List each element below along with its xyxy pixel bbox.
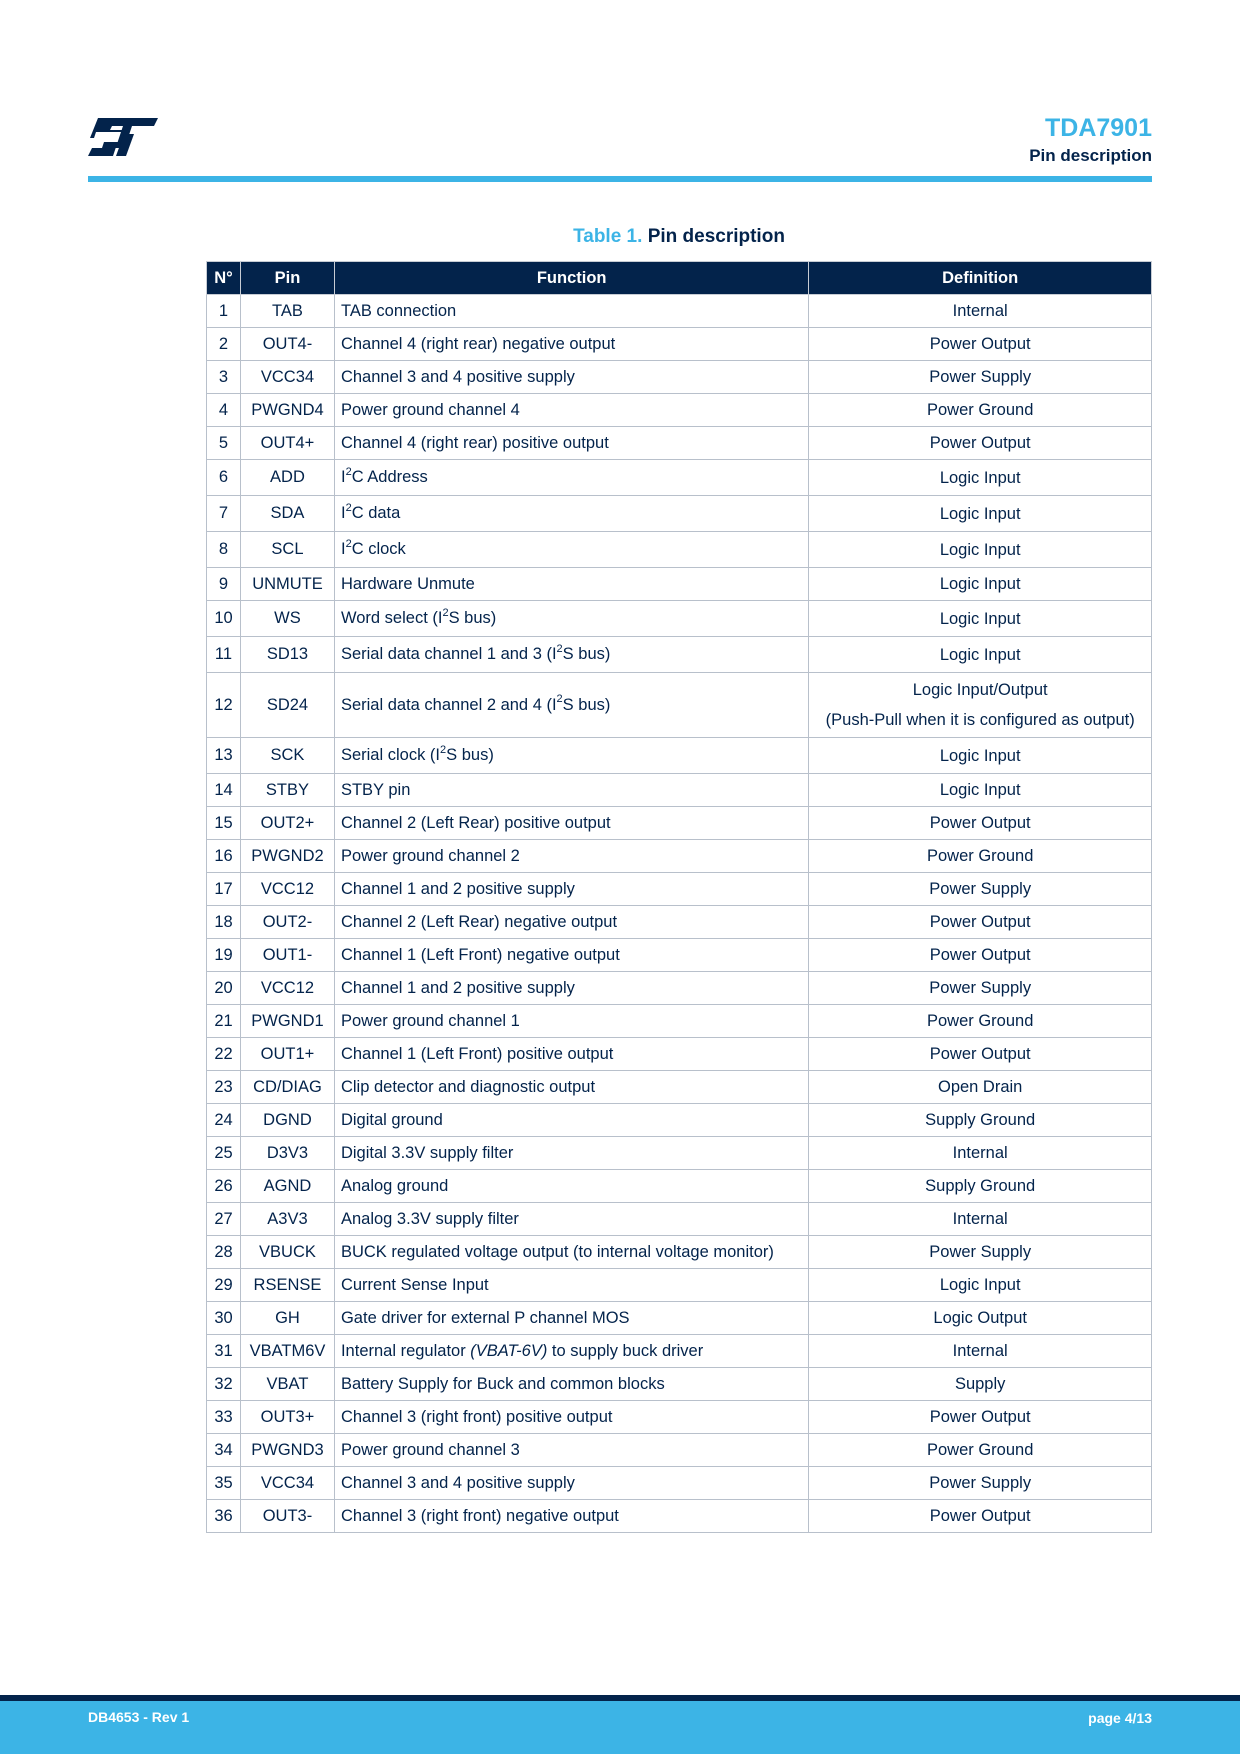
- function-superscript: 2: [556, 642, 563, 655]
- pin-definition: Logic Output: [809, 1302, 1152, 1335]
- row-number: 3: [207, 361, 241, 394]
- document-title: TDA7901: [1045, 114, 1152, 142]
- row-number: 23: [207, 1071, 241, 1104]
- row-number: 18: [207, 906, 241, 939]
- table-row: [207, 1203, 1152, 1236]
- row-number: 31: [207, 1335, 241, 1368]
- table-row: [207, 532, 1152, 568]
- row-number: 27: [207, 1203, 241, 1236]
- table-row: [207, 673, 1152, 738]
- pin-name: VBAT: [240, 1368, 334, 1401]
- table-row: [207, 1170, 1152, 1203]
- table-row: [207, 939, 1152, 972]
- pin-definition: Open Drain: [809, 1071, 1152, 1104]
- row-number: 36: [207, 1500, 241, 1533]
- pin-definition: Power Supply: [809, 972, 1152, 1005]
- table-row: [207, 1434, 1152, 1467]
- function-text: S bus): [448, 609, 497, 627]
- pin-definition: Power Ground: [809, 1005, 1152, 1038]
- pin-function: [334, 1335, 808, 1368]
- row-number: 29: [207, 1269, 241, 1302]
- pin-definition: Logic Input: [809, 532, 1152, 568]
- function-text: S bus): [446, 746, 494, 764]
- pin-name: UNMUTE: [240, 568, 334, 601]
- function-text: to supply buck driver: [547, 1341, 704, 1360]
- pin-definition: Logic Input: [809, 496, 1152, 532]
- table-row: [207, 637, 1152, 673]
- row-number: 33: [207, 1401, 241, 1434]
- table-body: [207, 295, 1152, 1533]
- table-row: [207, 1302, 1152, 1335]
- row-number: 32: [207, 1368, 241, 1401]
- table-caption: [206, 226, 1152, 248]
- function-text: I: [340, 468, 346, 486]
- table-row: [207, 807, 1152, 840]
- pin-name: SDA: [240, 496, 334, 532]
- header-function: Function: [334, 262, 808, 295]
- pin-function: Channel 3 and 4 positive supply: [334, 361, 808, 394]
- table-row: [207, 1500, 1152, 1533]
- pin-function: Digital 3.3V supply filter: [334, 1137, 808, 1170]
- pin-function: [334, 601, 808, 637]
- st-logo: [88, 118, 158, 158]
- pin-name: TAB: [240, 295, 334, 328]
- row-number: 35: [207, 1467, 241, 1500]
- table-row: [207, 1335, 1152, 1368]
- pin-definition: Power Output: [809, 939, 1152, 972]
- definition-line: Logic Input/Output: [912, 681, 1048, 699]
- table-row: [207, 738, 1152, 774]
- pin-name: D3V3: [240, 1137, 334, 1170]
- table-row: [207, 460, 1152, 496]
- row-number: 20: [207, 972, 241, 1005]
- table-row: [207, 774, 1152, 807]
- pin-function: Channel 3 (right front) negative output: [334, 1500, 808, 1533]
- pin-name: WS: [240, 601, 334, 637]
- pin-name: STBY: [240, 774, 334, 807]
- function-text: C Address: [351, 468, 428, 486]
- table-row: [207, 394, 1152, 427]
- row-number: 8: [207, 532, 241, 568]
- pin-function: Power ground channel 2: [334, 840, 808, 873]
- pin-name: OUT4+: [240, 427, 334, 460]
- pin-definition: Power Supply: [809, 1467, 1152, 1500]
- pin-function: Channel 4 (right rear) negative output: [334, 328, 808, 361]
- pin-function: Power ground channel 4: [334, 394, 808, 427]
- pin-definition: Logic Input: [809, 637, 1152, 673]
- row-number: 10: [207, 601, 241, 637]
- row-number: 30: [207, 1302, 241, 1335]
- section-subtitle: Pin description: [1029, 146, 1152, 165]
- pin-name: VCC12: [240, 873, 334, 906]
- row-number: 2: [207, 328, 241, 361]
- pin-definition: Power Supply: [809, 361, 1152, 394]
- table-row: [207, 906, 1152, 939]
- pin-name: OUT4-: [240, 328, 334, 361]
- table-caption-title: Pin description: [647, 226, 785, 247]
- pin-name: DGND: [240, 1104, 334, 1137]
- function-text: Serial data channel 2 and 4 (I: [340, 695, 557, 714]
- pin-name: VCC12: [240, 972, 334, 1005]
- row-number: 9: [207, 568, 241, 601]
- table-row: [207, 427, 1152, 460]
- pin-name: VBUCK: [240, 1236, 334, 1269]
- function-superscript: 2: [345, 501, 352, 514]
- pin-name: SCL: [240, 532, 334, 568]
- pin-function: TAB connection: [334, 295, 808, 328]
- row-number: 14: [207, 774, 241, 807]
- pin-name: OUT2-: [240, 906, 334, 939]
- pin-name: VBATM6V: [240, 1335, 334, 1368]
- table-row: [207, 1137, 1152, 1170]
- pin-function: Channel 1 and 2 positive supply: [334, 972, 808, 1005]
- pin-definition: Logic Input: [809, 738, 1152, 774]
- page-number: page 4/13: [1088, 1710, 1152, 1726]
- pin-function: Channel 2 (Left Rear) negative output: [334, 906, 808, 939]
- pin-function: BUCK regulated voltage output (to internal voltage monitor): [334, 1236, 808, 1269]
- table-row: [207, 1401, 1152, 1434]
- table-row: [207, 1071, 1152, 1104]
- pin-function: [334, 673, 808, 738]
- header-definition: Definition: [809, 262, 1152, 295]
- pin-definition: Power Output: [809, 328, 1152, 361]
- pin-function: Channel 1 and 2 positive supply: [334, 873, 808, 906]
- pin-definition: Logic Input: [809, 1269, 1152, 1302]
- pin-name: SD24: [240, 673, 334, 738]
- pin-name: OUT2+: [240, 807, 334, 840]
- pin-definition: Power Supply: [809, 1236, 1152, 1269]
- row-number: 7: [207, 496, 241, 532]
- row-number: 5: [207, 427, 241, 460]
- pin-definition: Supply: [809, 1368, 1152, 1401]
- function-text: Word select (I: [340, 609, 443, 627]
- pin-name: SD13: [240, 637, 334, 673]
- pin-name: OUT1-: [240, 939, 334, 972]
- pin-function: Channel 3 (right front) positive output: [334, 1401, 808, 1434]
- pin-function: Analog ground: [334, 1170, 808, 1203]
- pin-definition: Power Supply: [809, 873, 1152, 906]
- table-row: [207, 873, 1152, 906]
- row-number: 13: [207, 738, 241, 774]
- row-number: 22: [207, 1038, 241, 1071]
- row-number: 28: [207, 1236, 241, 1269]
- table-caption-number: Table 1.: [573, 226, 643, 247]
- row-number: 17: [207, 873, 241, 906]
- pin-definition: Logic Input: [809, 774, 1152, 807]
- pin-name: PWGND4: [240, 394, 334, 427]
- pin-definition: Power Output: [809, 906, 1152, 939]
- pin-name: ADD: [240, 460, 334, 496]
- pin-function: Channel 4 (right rear) positive output: [334, 427, 808, 460]
- pin-definition: Power Output: [809, 1038, 1152, 1071]
- pin-name: CD/DIAG: [240, 1071, 334, 1104]
- table-row: [207, 601, 1152, 637]
- pin-name: GH: [240, 1302, 334, 1335]
- pin-definition: Supply Ground: [809, 1170, 1152, 1203]
- pin-name: VCC34: [240, 1467, 334, 1500]
- pin-function: Analog 3.3V supply filter: [334, 1203, 808, 1236]
- pin-name: PWGND2: [240, 840, 334, 873]
- pin-definition: Power Ground: [809, 394, 1152, 427]
- header-number: N°: [207, 262, 241, 295]
- table-row: [207, 295, 1152, 328]
- function-superscript: 2: [345, 465, 352, 478]
- pin-function: Battery Supply for Buck and common blocks: [334, 1368, 808, 1401]
- table-row: [207, 1005, 1152, 1038]
- pin-function: Clip detector and diagnostic output: [334, 1071, 808, 1104]
- pin-definition: Supply Ground: [809, 1104, 1152, 1137]
- pin-description-table: [206, 261, 1152, 1533]
- table-row: [207, 496, 1152, 532]
- function-text: I: [340, 504, 346, 522]
- document-revision: DB4653 - Rev 1: [88, 1709, 190, 1725]
- row-number: 15: [207, 807, 241, 840]
- pin-function: [334, 460, 808, 496]
- function-superscript: 2: [440, 743, 447, 756]
- pin-definition: Power Output: [809, 1500, 1152, 1533]
- table-row: [207, 1467, 1152, 1500]
- pin-name: OUT3-: [240, 1500, 334, 1533]
- pin-definition: Logic Input: [809, 568, 1152, 601]
- pin-name: SCK: [240, 738, 334, 774]
- row-number: 21: [207, 1005, 241, 1038]
- row-number: 12: [207, 673, 241, 738]
- row-number: 26: [207, 1170, 241, 1203]
- pin-definition: Power Output: [809, 807, 1152, 840]
- pin-function: [334, 738, 808, 774]
- function-text: Serial data channel 1 and 3 (I: [340, 645, 557, 663]
- table-row: [207, 972, 1152, 1005]
- function-text: S bus): [562, 645, 611, 663]
- pin-name: OUT3+: [240, 1401, 334, 1434]
- table-row: [207, 1104, 1152, 1137]
- function-text: Serial clock (I: [340, 746, 440, 764]
- pin-name: PWGND3: [240, 1434, 334, 1467]
- function-text: S bus): [562, 695, 611, 714]
- function-superscript: 2: [345, 537, 352, 550]
- pin-function: Hardware Unmute: [334, 568, 808, 601]
- pin-definition: Power Ground: [809, 840, 1152, 873]
- pin-name: RSENSE: [240, 1269, 334, 1302]
- pin-function: [334, 496, 808, 532]
- pin-function: STBY pin: [334, 774, 808, 807]
- pin-function: Channel 1 (Left Front) negative output: [334, 939, 808, 972]
- table-row: [207, 1038, 1152, 1071]
- pin-definition: Logic Input: [809, 601, 1152, 637]
- header-pin: Pin: [240, 262, 334, 295]
- pin-name: PWGND1: [240, 1005, 334, 1038]
- pin-function: Channel 3 and 4 positive supply: [334, 1467, 808, 1500]
- table-row: [207, 328, 1152, 361]
- table-row: [207, 361, 1152, 394]
- row-number: 25: [207, 1137, 241, 1170]
- pin-definition: Internal: [809, 1203, 1152, 1236]
- row-number: 16: [207, 840, 241, 873]
- table-row: [207, 1368, 1152, 1401]
- row-number: 34: [207, 1434, 241, 1467]
- pin-definition: Internal: [809, 1335, 1152, 1368]
- pin-definition: Power Output: [809, 427, 1152, 460]
- function-text: I: [340, 540, 346, 558]
- definition-note: (Push-Pull when it is configured as output): [825, 711, 1135, 729]
- table-row: [207, 840, 1152, 873]
- pin-name: AGND: [240, 1170, 334, 1203]
- pin-name: OUT1+: [240, 1038, 334, 1071]
- header-rule: [88, 176, 1152, 182]
- pin-function: Power ground channel 1: [334, 1005, 808, 1038]
- table-row: [207, 568, 1152, 601]
- pin-definition: Internal: [809, 1137, 1152, 1170]
- table-header-row: [207, 262, 1152, 295]
- row-number: 1: [207, 295, 241, 328]
- row-number: 4: [207, 394, 241, 427]
- pin-function: Channel 2 (Left Rear) positive output: [334, 807, 808, 840]
- pin-definition: Power Ground: [809, 1434, 1152, 1467]
- row-number: 11: [207, 637, 241, 673]
- pin-function: Current Sense Input: [334, 1269, 808, 1302]
- pin-function: Channel 1 (Left Front) positive output: [334, 1038, 808, 1071]
- pin-function: Digital ground: [334, 1104, 808, 1137]
- pin-definition: Logic Input: [809, 460, 1152, 496]
- pin-function: [334, 637, 808, 673]
- pin-definition: Internal: [809, 295, 1152, 328]
- row-number: 19: [207, 939, 241, 972]
- pin-function: Gate driver for external P channel MOS: [334, 1302, 808, 1335]
- row-number: 24: [207, 1104, 241, 1137]
- function-superscript: 2: [556, 693, 563, 705]
- function-italic: (VBAT-6V): [470, 1341, 548, 1360]
- table-row: [207, 1269, 1152, 1302]
- function-text: C clock: [351, 540, 406, 558]
- function-superscript: 2: [442, 606, 449, 619]
- pin-function: Power ground channel 3: [334, 1434, 808, 1467]
- function-text: C data: [351, 504, 401, 522]
- row-number: 6: [207, 460, 241, 496]
- pin-definition: [809, 673, 1152, 738]
- function-text: Internal regulator: [340, 1341, 471, 1360]
- pin-definition: Power Output: [809, 1401, 1152, 1434]
- pin-name: A3V3: [240, 1203, 334, 1236]
- table-row: [207, 1236, 1152, 1269]
- pin-name: VCC34: [240, 361, 334, 394]
- pin-function: [334, 532, 808, 568]
